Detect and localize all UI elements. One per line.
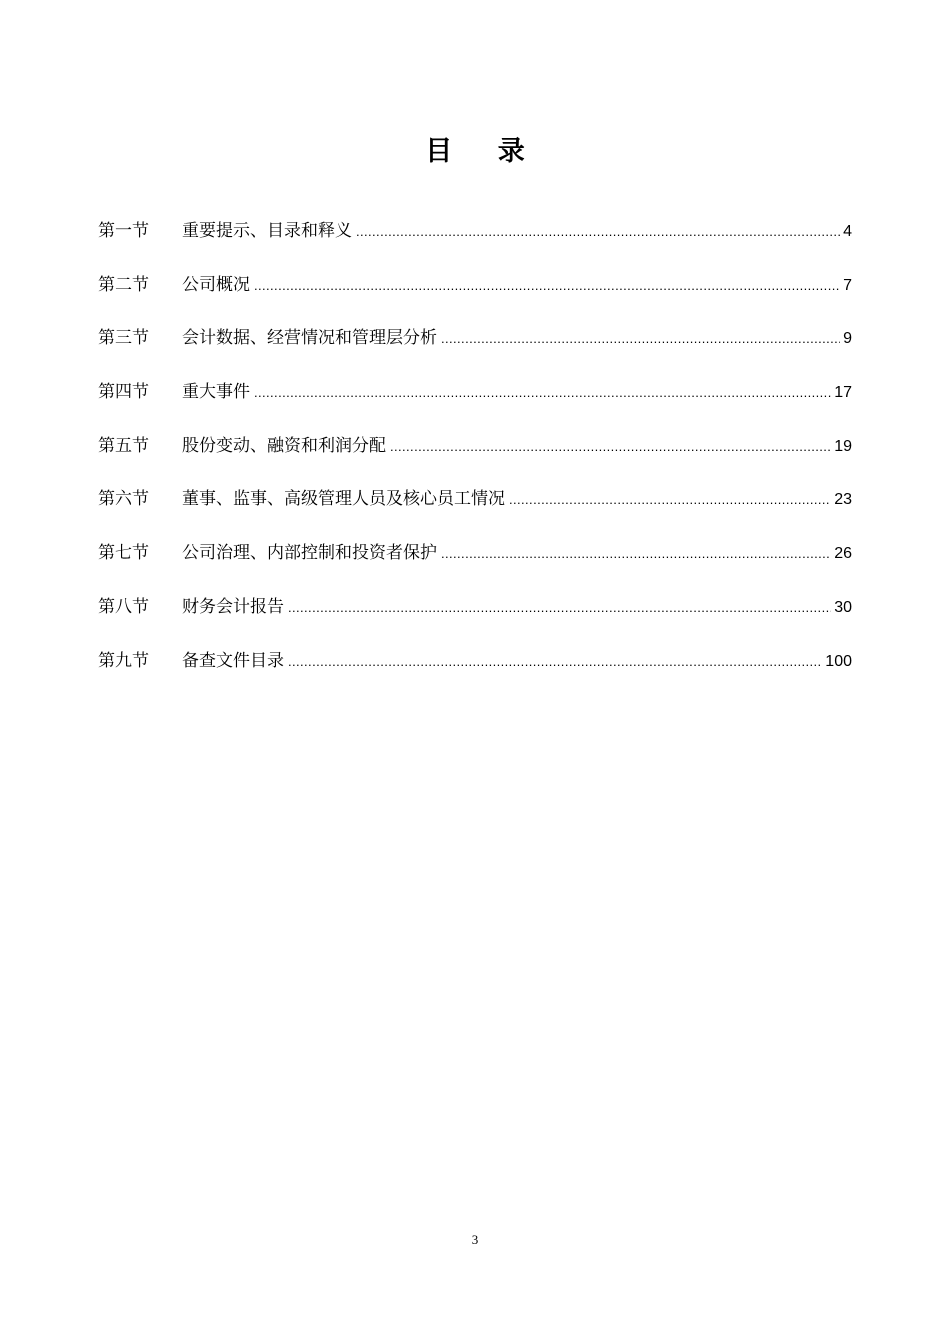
toc-leader-dots xyxy=(254,374,831,412)
toc-entry-1[interactable] xyxy=(98,212,852,266)
toc-leader-dots xyxy=(254,267,840,305)
toc-section-label: 第七节 xyxy=(98,543,149,564)
toc-title: 目 录 xyxy=(425,136,543,167)
toc-page-number: 30 xyxy=(834,598,852,616)
toc-heading: 董事、监事、高级管理人员及核心员工情况 xyxy=(182,489,505,510)
toc-entry-6[interactable] xyxy=(98,480,852,534)
toc-heading: 公司概况 xyxy=(182,274,250,295)
toc-page-number: 7 xyxy=(843,276,852,294)
toc-section-label: 第三节 xyxy=(98,328,149,349)
toc-entry-8[interactable] xyxy=(98,588,852,642)
toc-heading: 会计数据、经营情况和管理层分析 xyxy=(182,328,437,349)
toc-page-number: 17 xyxy=(834,384,852,402)
toc-leader-dots xyxy=(441,535,831,573)
toc-page-number: 9 xyxy=(843,330,852,348)
toc-entry-9[interactable] xyxy=(98,642,852,696)
toc-section-label: 第八节 xyxy=(98,596,149,617)
toc-heading: 股份变动、融资和利润分配 xyxy=(182,435,386,456)
toc-entry-5[interactable] xyxy=(98,427,852,481)
toc-section-label: 第一节 xyxy=(98,221,149,241)
toc-page-number: 100 xyxy=(825,652,852,670)
toc-entry-4[interactable] xyxy=(98,373,852,427)
toc-section-label: 第九节 xyxy=(98,650,149,671)
toc-leader-dots xyxy=(288,589,831,627)
toc-leader-dots xyxy=(390,428,831,466)
toc-heading: 重大事件 xyxy=(182,382,250,403)
toc-entry-7[interactable] xyxy=(98,534,852,588)
toc-section-label: 第六节 xyxy=(98,489,149,510)
page-number: 3 xyxy=(471,1232,479,1247)
table-of-contents xyxy=(98,212,852,695)
toc-leader-dots xyxy=(288,643,822,681)
toc-section-label: 第四节 xyxy=(98,382,149,403)
toc-section-label: 第五节 xyxy=(98,435,149,456)
toc-page-number: 26 xyxy=(834,545,852,563)
toc-section-label: 第二节 xyxy=(98,274,149,295)
toc-entry-2[interactable] xyxy=(98,266,852,320)
toc-page-number: 19 xyxy=(834,437,852,455)
toc-heading: 财务会计报告 xyxy=(182,596,284,617)
toc-page-number: 23 xyxy=(834,491,852,509)
toc-leader-dots xyxy=(509,481,831,519)
toc-leader-dots xyxy=(441,320,840,358)
toc-page-number: 4 xyxy=(843,223,852,240)
toc-heading: 重要提示、目录和释义 xyxy=(182,221,352,241)
toc-leader-dots xyxy=(356,213,840,251)
toc-heading: 公司治理、内部控制和投资者保护 xyxy=(182,543,437,564)
toc-entry-3[interactable] xyxy=(98,319,852,373)
toc-heading: 备查文件目录 xyxy=(182,650,284,671)
